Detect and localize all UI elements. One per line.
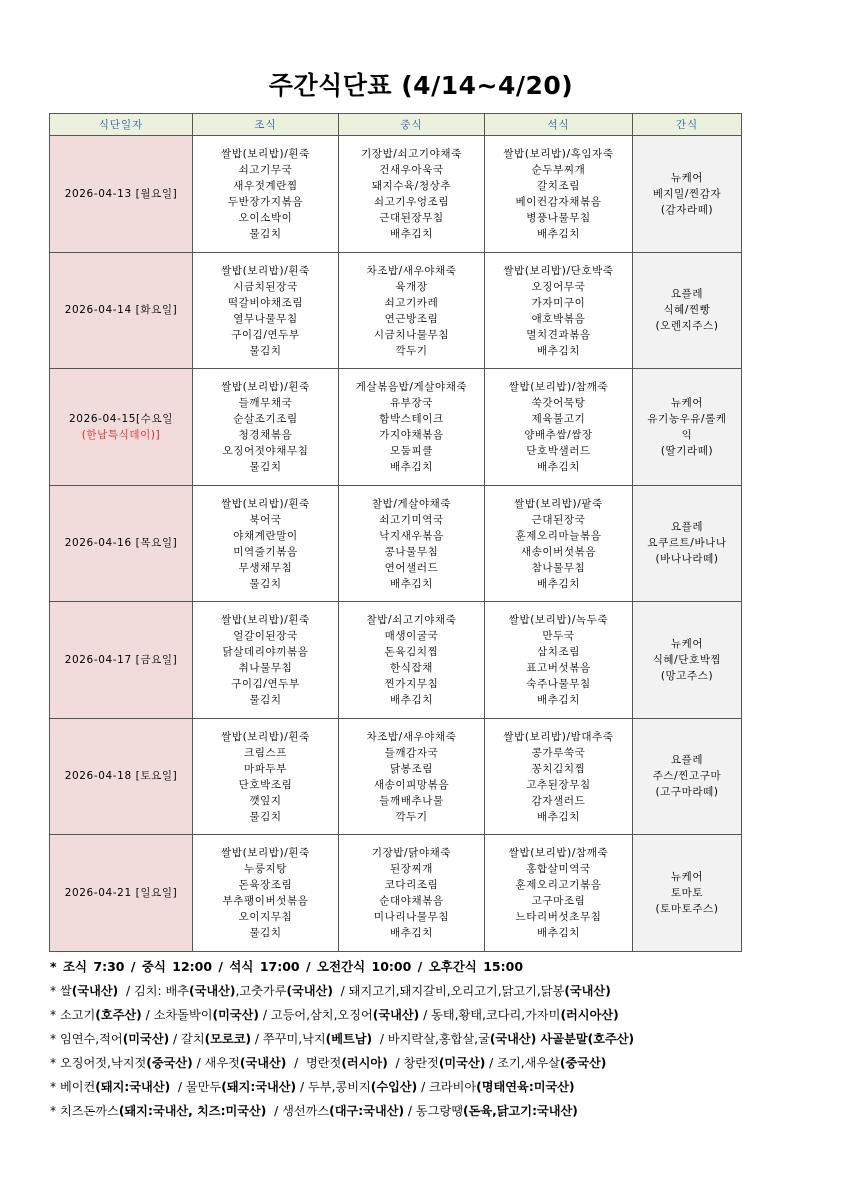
dinner-item: 꽁치김치찜 (531, 762, 586, 775)
lunch-item: 매생이굴국 (384, 630, 439, 642)
dinner-item: 쌀밥(보리밥)/흑임자죽 (503, 148, 614, 160)
dinner-item: 배추김치 (537, 927, 580, 939)
header-lunch: 중식 (339, 114, 485, 136)
breakfast-item: 마파두부 (244, 762, 287, 775)
lunch-item: 찐가지무침 (384, 678, 439, 690)
table-row (50, 485, 742, 602)
dinner-item: 고추된장무침 (526, 778, 591, 791)
snack-item: (딸기라떼) (660, 444, 714, 457)
dinner-item: 쌀밥(보리밥)/참깨죽 (508, 847, 609, 859)
origin-country: (미국산) (122, 1032, 170, 1046)
dinner-item: 양배추쌈/쌈장 (524, 429, 593, 441)
breakfast-item: 닭살데리야끼볶음 (222, 646, 309, 658)
breakfast-cell (193, 369, 339, 486)
origin-item: / 소차돌박이 (141, 1008, 213, 1022)
dinner-item: 참나물무침 (531, 561, 586, 574)
snack-item: (망고주스) (660, 669, 714, 682)
origin-item: * 베이컨 (50, 1080, 96, 1094)
day-date: 2026-04-16 [목요일] (64, 537, 178, 550)
origin-item: ,고춧가루 (235, 984, 287, 998)
table-row (50, 136, 742, 253)
snack-item: 뉴케어 (670, 637, 704, 650)
origin-note (50, 1099, 750, 1123)
meal-hours: * 조식 7:30 / 중식 12:00 / 석식 17:00 / 오전간식 10:00 / 오후간식 15:00 (50, 959, 524, 974)
origin-country: (수입산) (370, 1080, 418, 1094)
lunch-item: 닭봉조림 (390, 762, 433, 775)
breakfast-cell (193, 485, 339, 602)
origin-country: (돈육,닭고기:국내산) (463, 1104, 578, 1118)
origin-country: (중국산) (146, 1056, 193, 1070)
lunch-item: 차조밥/새우야채죽 (366, 730, 457, 743)
lunch-item: 순대야채볶음 (379, 895, 444, 907)
origin-item: / 돼지고기,돼지갈비,오리고기,닭고기,닭봉 (332, 984, 565, 998)
lunch-item: 차조밥/새우야채죽 (366, 264, 457, 277)
header-snack: 간식 (633, 114, 742, 136)
origin-item: * 임연수,적어 (50, 1032, 123, 1046)
snack-item: 요플레 (670, 754, 704, 767)
dinner-item: 베이컨감자채볶음 (515, 196, 602, 208)
breakfast-item: 쌀밥(보리밥)/흰죽 (221, 381, 310, 393)
breakfast-cell (193, 136, 339, 253)
lunch-item: 근대된장무침 (379, 212, 444, 224)
lunch-item: 돈육김치찜 (384, 646, 439, 658)
origin-item: * 치즈돈까스 (50, 1104, 119, 1118)
breakfast-item: 오이소박이 (238, 212, 293, 224)
snack-item: 베지밀/찐감자 (652, 187, 722, 200)
lunch-item: 들깨감자국 (384, 746, 439, 759)
breakfast-item: 물김치 (249, 228, 282, 240)
lunch-item: 건새우아욱국 (379, 164, 444, 176)
origin-item: / 물만두 (170, 1080, 222, 1094)
lunch-cell (339, 252, 485, 369)
breakfast-item: 미역줄기볶음 (233, 545, 298, 558)
lunch-item: 함박스테이크 (379, 413, 444, 425)
breakfast-item: 깻잎지 (249, 794, 282, 807)
dinner-item: 숙주나물무침 (526, 678, 591, 690)
breakfast-item: 들깨무채국 (238, 397, 293, 409)
origin-country: (국내산) (71, 984, 119, 998)
lunch-item: 기장밥/닭야채죽 (371, 847, 452, 859)
lunch-item: 게살볶음밥/게살야채죽 (355, 381, 468, 393)
breakfast-item: 물김치 (249, 461, 282, 473)
breakfast-item: 오이지무침 (238, 911, 293, 923)
origin-item: / 두부,콩비지 (296, 1080, 371, 1094)
origin-item: / 창란젓 (387, 1056, 439, 1070)
origin-country: (국내산) (286, 984, 333, 998)
breakfast-item: 얼갈이된장국 (233, 630, 298, 642)
dinner-item: 오징어무국 (531, 280, 586, 293)
dinner-item: 감자샐러드 (531, 794, 586, 807)
snack-item: (토마토주스) (655, 902, 719, 915)
breakfast-item: 두반장가지볶음 (227, 196, 304, 208)
breakfast-item: 쌀밥(보리밥)/흰죽 (221, 148, 310, 160)
lunch-cell (339, 835, 485, 952)
breakfast-item: 돈육장조림 (238, 879, 293, 891)
lunch-cell (339, 136, 485, 253)
origin-country: (국내산) 사골분말(호주산) (489, 1032, 635, 1046)
lunch-item: 미나리나물무침 (373, 911, 450, 923)
dinner-item: 훈제오리마늘볶음 (515, 529, 602, 542)
breakfast-cell (193, 252, 339, 369)
day-date-cell (50, 602, 193, 719)
weekly-menu-table (49, 113, 742, 952)
day-date-cell (50, 718, 193, 835)
origin-country: (미국산) (212, 1008, 259, 1022)
origin-note (50, 1051, 750, 1075)
dinner-cell (485, 718, 633, 835)
origin-note (50, 1003, 750, 1027)
origin-note (50, 979, 750, 1003)
origin-country: (국내산) (239, 1056, 287, 1070)
origin-item: / 동태,황태,코다리,가자미 (419, 1008, 561, 1022)
lunch-item: 배추김치 (390, 694, 433, 706)
lunch-item: 유부장국 (390, 397, 433, 409)
origin-item: / 김치: 배추 (118, 984, 190, 998)
dinner-item: 홍합살미역국 (526, 863, 591, 875)
breakfast-cell (193, 718, 339, 835)
origin-country: (돼지:국내산) (221, 1080, 297, 1094)
header-breakfast: 조식 (193, 114, 339, 136)
lunch-item: 쇠고기미역국 (379, 513, 444, 526)
lunch-item: 찰밥/게살야채죽 (371, 497, 452, 510)
dinner-item: 쌀밥(보리밥)/단호박죽 (503, 264, 614, 277)
table-row (50, 835, 742, 952)
snack-item: (고구마라떼) (655, 786, 719, 799)
snack-item: 유기농우유/롤케 (647, 412, 727, 425)
table-row (50, 252, 742, 369)
dinner-item: 제육불고기 (531, 413, 586, 425)
breakfast-item: 물김치 (249, 577, 282, 590)
breakfast-item: 열무나물무침 (233, 312, 298, 325)
breakfast-item: 새우젓계란찜 (233, 180, 298, 192)
snack-item: 요쿠르트/바나나 (647, 537, 727, 550)
lunch-item: 쇠고기우엉조림 (373, 196, 450, 208)
breakfast-item: 야채계란말이 (233, 529, 298, 542)
lunch-item: 낙지새우볶음 (379, 529, 444, 542)
lunch-item: 된장찌개 (390, 863, 433, 875)
lunch-item: 쇠고기카레 (384, 296, 439, 309)
origin-country: (국내산) (372, 1008, 420, 1022)
dinner-item: 새송이버섯볶음 (520, 545, 597, 558)
origin-item: * 소고기 (50, 1008, 96, 1022)
lunch-item: 깍두기 (395, 344, 428, 357)
breakfast-item: 단호박조림 (238, 778, 293, 791)
breakfast-item: 시금치된장국 (233, 280, 298, 293)
origin-item: / 동그랑땡 (404, 1104, 464, 1118)
snack-item: 토마토 (670, 886, 704, 899)
origin-item: / 고등어,삼치,오징어 (258, 1008, 373, 1022)
snack-item: 뉴케어 (670, 396, 704, 409)
origin-item: * 오징어젓,낙지젓 (50, 1056, 147, 1070)
origin-list (50, 979, 750, 1123)
origin-country: (중국산) (559, 1056, 607, 1070)
lunch-cell (339, 602, 485, 719)
day-date-cell (50, 369, 193, 486)
origin-country: (국내산) (189, 984, 236, 998)
origin-country: (미국산) (438, 1056, 486, 1070)
breakfast-item: 쌀밥(보리밥)/흰죽 (221, 614, 310, 626)
dinner-item: 순두부찌개 (531, 164, 586, 176)
breakfast-item: 떡갈비야채조림 (227, 296, 304, 309)
origin-country: (돼지:국내산) (95, 1080, 171, 1094)
origin-country: (대구:국내산) (329, 1104, 405, 1118)
breakfast-item: 물김치 (249, 927, 282, 939)
breakfast-item: 취나물무침 (238, 662, 293, 674)
dinner-cell (485, 252, 633, 369)
dinner-item: 갈치조림 (537, 180, 580, 192)
lunch-item: 연근방조림 (384, 312, 439, 325)
breakfast-item: 쌀밥(보리밥)/흰죽 (221, 847, 310, 859)
table-row (50, 602, 742, 719)
snack-cell (633, 485, 742, 602)
origin-country: (명태연육:미국산) (476, 1080, 575, 1094)
dinner-item: 배추김치 (537, 577, 580, 590)
day-date-cell (50, 485, 193, 602)
header-date: 식단일자 (50, 114, 193, 136)
lunch-item: 콩나물무침 (384, 545, 439, 558)
snack-item: 식혜/찐빵 (663, 304, 711, 317)
table-header-row (50, 114, 742, 136)
lunch-item: 배추김치 (390, 927, 433, 939)
lunch-item: 육개장 (395, 280, 428, 293)
lunch-item: 돼지수육/청상추 (371, 180, 452, 192)
breakfast-cell (193, 602, 339, 719)
lunch-item: 가지야채볶음 (379, 429, 444, 441)
lunch-item: 찰밥/쇠고기야채죽 (366, 614, 457, 626)
origin-item: / 바지락살,홍합살,굴 (372, 1032, 490, 1046)
lunch-item: 시금치나물무침 (373, 328, 450, 341)
breakfast-item: 순살조기조림 (233, 413, 298, 425)
day-date: 2026-04-17 [금요일] (64, 653, 178, 666)
breakfast-item: 물김치 (249, 694, 282, 706)
breakfast-item: 쌀밥(보리밥)/흰죽 (221, 730, 310, 743)
dinner-item: 쌀밥(보리밥)/팥죽 (514, 497, 603, 510)
origin-item: / 명란젓 (286, 1056, 342, 1070)
dinner-item: 병풍나물무침 (526, 212, 591, 224)
breakfast-item: 오징어젓야채무침 (222, 445, 309, 457)
origin-note (50, 1075, 750, 1099)
dinner-item: 쌀밥(보리밥)/참깨죽 (508, 381, 609, 393)
origin-item: / 새우젓 (192, 1056, 240, 1070)
snack-item: 뉴케어 (670, 171, 704, 184)
dinner-item: 삼치조림 (537, 646, 580, 658)
snack-item: 익 (681, 428, 693, 441)
dinner-item: 배추김치 (537, 228, 580, 240)
snack-item: (오렌지주스) (655, 320, 719, 333)
lunch-item: 모둠피클 (390, 445, 433, 457)
dinner-item: 콩가루쑥국 (531, 746, 586, 759)
day-date-cell (50, 136, 193, 253)
day-date-cell (50, 252, 193, 369)
lunch-item: 기장밥/쇠고기야채죽 (361, 148, 462, 160)
snack-item: 요플레 (670, 288, 704, 301)
breakfast-item: 무생채무침 (238, 561, 293, 574)
snack-cell (633, 718, 742, 835)
dinner-item: 배추김치 (537, 810, 580, 823)
notes-section (50, 955, 750, 1123)
dinner-item: 표고버섯볶음 (526, 662, 591, 674)
breakfast-cell (193, 835, 339, 952)
dinner-item: 느타리버섯초무침 (515, 911, 602, 923)
snack-cell (633, 369, 742, 486)
dinner-item: 애호박볶음 (531, 312, 586, 325)
dinner-cell (485, 602, 633, 719)
day-date: 2026-04-13 [월요일] (64, 187, 178, 200)
origin-country: (호주산) (95, 1008, 142, 1022)
breakfast-item: 북어국 (249, 513, 282, 526)
dinner-cell (485, 835, 633, 952)
dinner-cell (485, 485, 633, 602)
header-dinner: 석식 (485, 114, 633, 136)
breakfast-item: 구이김/연두부 (231, 328, 300, 341)
snack-cell (633, 136, 742, 253)
breakfast-item: 쌀밥(보리밥)/흰죽 (221, 497, 310, 510)
breakfast-item: 물김치 (249, 810, 282, 823)
origin-item: * 쌀 (50, 984, 72, 998)
snack-cell (633, 252, 742, 369)
lunch-item: 배추김치 (390, 577, 433, 590)
breakfast-item: 청경채볶음 (238, 429, 293, 441)
origin-country: (베트남) (325, 1032, 373, 1046)
dinner-cell (485, 136, 633, 253)
origin-item: / 쭈꾸미,낙지 (251, 1032, 326, 1046)
dinner-item: 멸치견과볶음 (526, 328, 591, 341)
snack-cell (633, 835, 742, 952)
breakfast-item: 부추팽이버섯볶음 (222, 895, 309, 907)
snack-cell (633, 602, 742, 719)
dinner-item: 배추김치 (537, 344, 580, 357)
lunch-item: 한식잡채 (390, 662, 433, 674)
origin-country: (돼지:국내산, 치즈:미국산) (118, 1104, 267, 1118)
breakfast-item: 크림스프 (244, 746, 287, 759)
day-date: 2026-04-18 [토요일] (64, 770, 178, 783)
dinner-item: 쌀밥(보리밥)/녹두죽 (508, 614, 609, 626)
lunch-item: 깍두기 (395, 810, 428, 823)
snack-item: 뉴케어 (670, 870, 704, 883)
breakfast-item: 누룽지탕 (244, 863, 287, 875)
lunch-item: 들깨배추나물 (379, 794, 444, 807)
dinner-item: 만두국 (542, 630, 575, 642)
origin-item: / 갈치 (169, 1032, 205, 1046)
breakfast-item: 쌀밥(보리밥)/흰죽 (221, 264, 310, 277)
origin-item: / 조기,새우살 (485, 1056, 560, 1070)
dinner-item: 배추김치 (537, 694, 580, 706)
breakfast-item: 물김치 (249, 344, 282, 357)
origin-country: (러시아) (341, 1056, 388, 1070)
page-title: 주간식단표 (4/14~4/20) (268, 71, 574, 100)
lunch-item: 배추김치 (390, 461, 433, 473)
snack-item: (감자라떼) (660, 203, 714, 216)
dinner-item: 쌀밥(보리밥)/밤대추죽 (503, 730, 614, 743)
lunch-cell (339, 485, 485, 602)
snack-item: 식혜/단호박찜 (652, 653, 722, 666)
table-row (50, 718, 742, 835)
lunch-cell (339, 718, 485, 835)
breakfast-item: 쇠고기무국 (238, 164, 293, 176)
lunch-item: 새송이피망볶음 (373, 778, 450, 791)
lunch-item: 코다리조림 (384, 879, 439, 891)
origin-country: (국내산) (564, 984, 611, 998)
dinner-item: 가자미구이 (531, 296, 586, 309)
dinner-cell (485, 369, 633, 486)
dinner-item: 훈제오리고기볶음 (515, 879, 602, 891)
special-day-note: (한남특식데이)] (81, 428, 161, 441)
day-date: 2026-04-14 [화요일] (64, 304, 178, 317)
origin-note (50, 1027, 750, 1051)
dinner-item: 근대된장국 (531, 513, 586, 526)
lunch-item: 연어샐러드 (384, 561, 439, 574)
lunch-item: 배추김치 (390, 228, 433, 240)
snack-item: (바나나라떼) (655, 553, 719, 566)
day-date: 2026-04-15[수요일 (69, 412, 173, 425)
dinner-item: 고구마조림 (531, 895, 586, 907)
origin-country: (모로코) (204, 1032, 252, 1046)
lunch-cell (339, 369, 485, 486)
dinner-item: 배추김치 (537, 461, 580, 473)
snack-item: 요플레 (670, 521, 704, 534)
day-date-cell (50, 835, 193, 952)
breakfast-item: 구이김/연두부 (231, 678, 300, 690)
dinner-item: 단호박샐러드 (526, 445, 591, 457)
origin-item: / 크라비아 (417, 1080, 477, 1094)
snack-item: 주스/찐고구마 (652, 770, 722, 783)
dinner-item: 쑥갓어묵탕 (531, 397, 586, 409)
table-row (50, 369, 742, 486)
origin-country: (러시아산) (560, 1008, 619, 1022)
day-date: 2026-04-21 [일요일] (64, 886, 178, 899)
origin-item: / 생선까스 (266, 1104, 330, 1118)
